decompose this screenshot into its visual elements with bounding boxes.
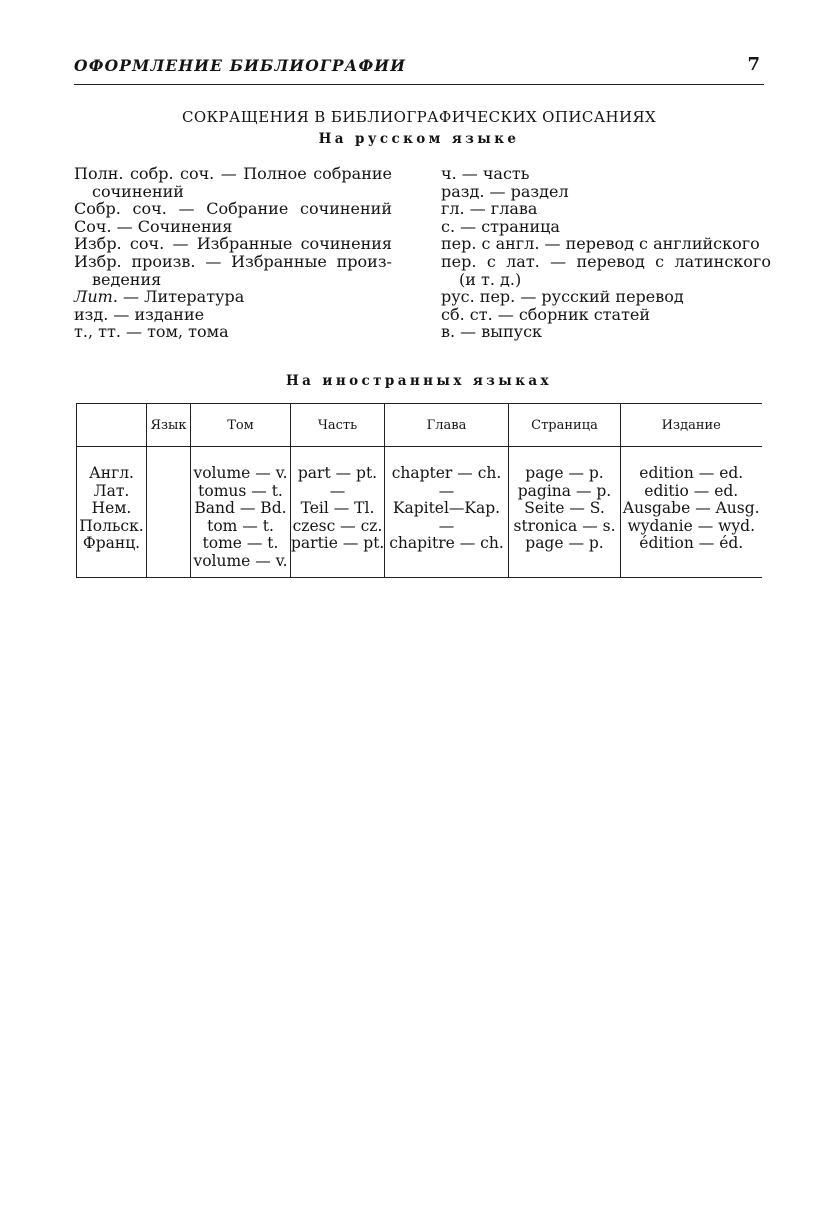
table-cell: editio — ed. <box>644 481 739 500</box>
table-cell: partie — pt. <box>291 534 385 553</box>
table-cell: Ausgabe — Ausg. <box>622 499 760 518</box>
language-name: Лат. <box>93 481 130 500</box>
subsection-title-foreign: На иностранных языках <box>286 373 552 389</box>
column-header-language: Язык <box>147 404 191 447</box>
table-cell: tomus — t. <box>198 481 283 500</box>
abbr-entry <box>74 288 392 306</box>
language-column <box>77 447 147 578</box>
word: собр. <box>129 164 174 183</box>
page-number: 7 <box>747 54 760 75</box>
subsection-title-russian: На русском языке <box>318 131 520 147</box>
table-cell: Teil — Tl. <box>300 499 375 518</box>
table-cell: chapter — ch. <box>391 464 502 482</box>
empty-column <box>147 447 191 578</box>
column-header-edition: Издание <box>621 404 762 447</box>
running-head <box>74 56 764 80</box>
table-cell: Band — Bd. <box>194 499 287 518</box>
russian-abbreviations-right <box>441 165 771 341</box>
language-name: Франц. <box>82 534 141 553</box>
word: собрание <box>313 164 392 183</box>
abbr-continuation: ведения <box>92 269 162 289</box>
column-header-chapter: Глава <box>385 404 509 447</box>
word: соч. <box>180 164 215 183</box>
table-cell: stronica — s. <box>513 516 616 535</box>
section-title: СОКРАЩЕНИЯ В БИБЛИОГРАФИЧЕСКИХ ОПИСАНИЯХ <box>181 108 657 126</box>
word: Избранные <box>196 234 293 254</box>
word: произв. <box>131 251 196 271</box>
abbr-entry: гл. — глава <box>441 199 538 219</box>
header-rule <box>74 84 764 85</box>
abbr-entry: сб. ст. — сборник статей <box>441 304 651 324</box>
table-cell: edition — ed. <box>639 464 744 482</box>
abbr-entry: ч. — часть <box>441 164 530 183</box>
word: произ- <box>336 251 392 271</box>
table-cell: page — p. <box>525 464 604 482</box>
table-cell: Kapitel—Kap. <box>392 499 501 518</box>
abbr-entry: пер. с англ. — перевод с английского <box>441 234 760 254</box>
language-name: Англ. <box>89 464 134 482</box>
word: лат. <box>506 251 540 271</box>
abbr-entry <box>441 253 771 271</box>
table-cell: tome — t. <box>202 534 279 553</box>
abbr-continuation: сочинений <box>92 181 184 201</box>
abbr-entry: рус. пер. — русский перевод <box>441 287 684 307</box>
table-cell: part — pt. <box>297 464 378 482</box>
word: соч. <box>132 199 167 219</box>
table-cell: czesc — cz. <box>292 516 383 535</box>
abbr-entry <box>74 235 392 253</box>
word: Избр. <box>74 251 122 271</box>
foreign-abbreviations-table <box>76 403 762 578</box>
table-cell: Seite — S. <box>524 499 605 518</box>
abbr-entry: в. — выпуск <box>441 322 543 342</box>
word: с <box>655 251 665 271</box>
word: — <box>172 234 189 254</box>
table-cell: volume — v. <box>193 464 288 482</box>
word: соч. <box>129 234 165 254</box>
abbr-entry <box>74 165 392 183</box>
abbr-entry: разд. — раздел <box>441 181 569 201</box>
word: Полн. <box>74 164 124 183</box>
word: с <box>486 251 496 271</box>
abbr-definition: — Литература <box>117 287 245 307</box>
chapter-column <box>385 447 509 578</box>
table-header-row <box>77 404 762 447</box>
word: Собрание <box>206 199 289 219</box>
word: пер. <box>441 251 477 271</box>
edition-column <box>621 447 762 578</box>
russian-abbreviations-left <box>74 165 392 341</box>
table-cell: pagina — p. <box>517 481 612 500</box>
word: Избр. <box>74 234 122 254</box>
column-header-page: Страница <box>509 404 621 447</box>
running-title: ОФОРМЛЕНИЕ БИБЛИОГРАФИИ <box>74 56 407 75</box>
table-cell: édition — éd. <box>639 534 744 553</box>
part-column <box>291 447 385 578</box>
table-row <box>77 447 762 578</box>
abbr-entry <box>74 253 392 271</box>
abbr-entry: изд. — издание <box>74 304 205 324</box>
word: латинского <box>674 251 771 271</box>
word: сочинений <box>300 199 392 219</box>
column-header <box>77 404 147 447</box>
table-cell: tom — t. <box>207 516 274 535</box>
table-cell: volume — v. <box>193 551 288 570</box>
table-cell: — <box>438 481 455 500</box>
language-name: Польск. <box>79 516 144 535</box>
column-header-part: Часть <box>291 404 385 447</box>
language-name: Нем. <box>91 499 132 518</box>
word: Избранные <box>231 251 327 271</box>
word: перевод <box>576 251 645 271</box>
word: — <box>220 164 237 183</box>
abbr-entry: с. — страница <box>441 216 560 236</box>
word: сочинения <box>300 234 392 254</box>
table-cell: — <box>329 481 346 500</box>
word: Полное <box>243 164 307 183</box>
abbr-entry <box>74 200 392 218</box>
table-cell: wydanie — wyd. <box>627 516 756 535</box>
abbr-continuation: (и т. д.) <box>459 269 522 289</box>
word: — <box>205 251 222 271</box>
table-cell: chapitre — ch. <box>389 534 504 553</box>
table-cell: page — p. <box>525 534 604 553</box>
table-cell: — <box>438 516 455 535</box>
word: Собр. <box>74 199 121 219</box>
page-column <box>509 447 621 578</box>
abbr-entry: Соч. — Сочинения <box>74 216 233 236</box>
word: — <box>178 199 195 219</box>
volume-column <box>191 447 291 578</box>
abbr-term-italic: Лит. <box>74 287 118 307</box>
word: — <box>550 251 567 271</box>
column-header-volume: Том <box>191 404 291 447</box>
abbr-entry: т., тт. — том, тома <box>74 322 229 342</box>
